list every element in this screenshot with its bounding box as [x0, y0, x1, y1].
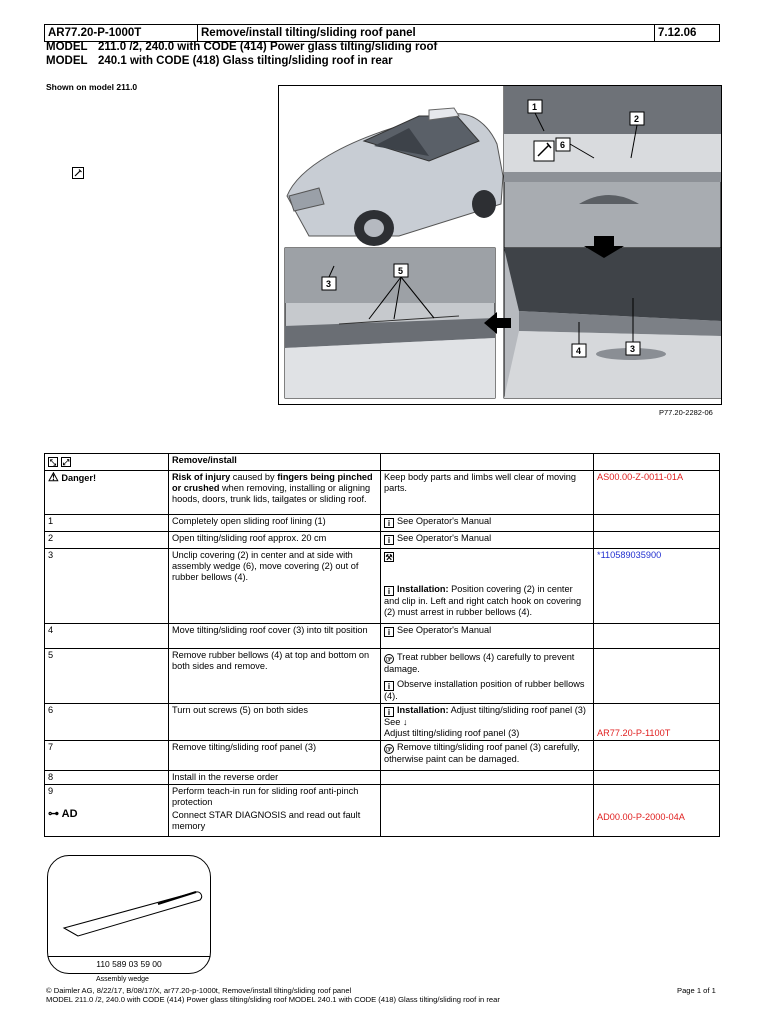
info-icon: i [384, 518, 394, 528]
callout-1: 1 [532, 102, 538, 112]
info-icon: i [384, 586, 394, 596]
table-row: 9 ⊶ AD Perform teach-in run for sliding roof anti-pinch protection Connect STAR DIAGNOSIS and read out fault memory AD00.00-P-2000-04A [45, 785, 720, 837]
special-tool-icon: ⚒ [385, 553, 393, 562]
assembly-wedge-illustration [48, 856, 210, 956]
illustration-figure [278, 85, 722, 405]
shown-on-note: Shown on model 211.0 [46, 82, 138, 92]
tool-caption: Assembly wedge [96, 976, 149, 983]
caution-hand-icon: ☞ [385, 745, 393, 754]
diagnosis-reference-link[interactable]: AD00.00-P-2000-04A [594, 785, 720, 837]
model-label: MODEL [46, 41, 88, 53]
info-icon: i [384, 681, 394, 691]
table-row: 4 Move tilting/sliding roof cover (3) into tilt position i See Operator's Manual [45, 624, 720, 649]
tool-number: 110 589 03 59 00 [96, 959, 162, 969]
callout-5: 5 [398, 266, 404, 276]
table-row: 8 Install in the reverse order [45, 771, 720, 785]
doc-number: AR77.20-P-1000T [45, 25, 198, 42]
table-row: 3 Unclip covering (2) in center and at side with assembly wedge (6), move covering (2) out of rubber bellows (4). ⚒ i Installation: Position covering (2) in center and clip in. Left and right catch hook on covering (2) must arrest in rubber bellows (4). *110589035900 [45, 549, 720, 624]
model-line-1 [46, 41, 437, 53]
danger-row [45, 471, 720, 515]
callout-3b: 3 [630, 344, 636, 354]
roof-panel-image [504, 248, 721, 398]
special-tool-icon [72, 166, 84, 184]
remove-icon: ⤡ [49, 458, 57, 467]
table-row: 1 Completely open sliding roof lining (1) i See Operator's Manual [45, 515, 720, 532]
adjust-reference-link[interactable]: AR77.20-P-1100T [594, 704, 720, 741]
footer-copyright: © Daimler AG, 8/22/17, B/08/17/X, ar77.20-p-1000t, Remove/install tilting/sliding roof panel [46, 986, 352, 995]
diagnosis-cell: ⊶ AD [48, 808, 78, 820]
footer-models: MODEL 211.0 /2, 240.0 with CODE (414) Power glass tilting/sliding roof MODEL 240.1 with CODE (418) Glass tilting/sliding roof in rear [46, 995, 500, 1004]
model-text: 211.0 /2, 240.0 with CODE (414) Power glass tilting/sliding roof [98, 41, 438, 53]
danger-reference-link[interactable]: AS00.00-Z-0011-01A [594, 471, 720, 515]
caution-hand-icon: ☞ [385, 655, 393, 664]
callout-4: 4 [576, 346, 582, 356]
model-text: 240.1 with CODE (418) Glass tilting/sliding roof in rear [98, 55, 393, 67]
table-row: 7 Remove tilting/sliding roof panel (3) ☞ Remove tilting/sliding roof panel (3) carefully, otherwise paint can be damaged. [45, 741, 720, 771]
diagnosis-connector-icon: ⊶ [48, 808, 59, 820]
table-header-label: Remove/install [169, 454, 381, 471]
tool-reference-link[interactable]: *110589035900 [594, 549, 720, 624]
info-icon: i [384, 707, 394, 717]
model-line-2 [46, 55, 393, 67]
install-icon: ⤢ [62, 458, 70, 467]
document-header [44, 24, 720, 42]
info-icon: i [384, 535, 394, 545]
footer-page: Page 1 of 1 [677, 986, 716, 995]
rubber-bellows-image [285, 248, 495, 398]
danger-label: Danger! [61, 473, 97, 483]
danger-note: Keep body parts and limbs well clear of moving parts. [381, 471, 594, 515]
assembly-wedge-box [47, 855, 211, 974]
info-icon: i [384, 627, 394, 637]
model-label: MODEL [46, 55, 88, 67]
callout-6: 6 [560, 140, 566, 150]
callout-3a: 3 [326, 279, 332, 289]
table-row: 5 Remove rubber bellows (4) at top and bottom on both sides and remove. ☞ Treat rubber bellows (4) carefully to prevent damage. i Observe installation position of rubber bellows (4). [45, 649, 720, 704]
table-header-row [45, 454, 720, 471]
doc-title: Remove/install tilting/sliding roof panel [198, 25, 655, 42]
danger-cell [45, 471, 169, 515]
procedure-table [44, 453, 720, 837]
danger-text: Risk of injury caused by fingers being pinched or crushed when removing, installing or aligning hoods, doors, trunk lids, tailgates or sliding roof. [169, 471, 381, 515]
table-row: 2 Open tilting/sliding roof approx. 20 cm i See Operator's Manual [45, 532, 720, 549]
figure-reference: P77.20-2282-06 [659, 408, 713, 417]
warning-triangle-icon: ⚠ [48, 470, 59, 484]
doc-date: 7.12.06 [655, 25, 720, 42]
table-row: 6 Turn out screws (5) on both sides i Installation: Adjust tilting/sliding roof panel (3) See ↓ Adjust tilting/sliding roof panel (3) AR77.20-P-1100T [45, 704, 720, 741]
car-illustration [279, 86, 505, 248]
header-icons-cell [45, 454, 169, 471]
callout-2: 2 [634, 114, 640, 124]
